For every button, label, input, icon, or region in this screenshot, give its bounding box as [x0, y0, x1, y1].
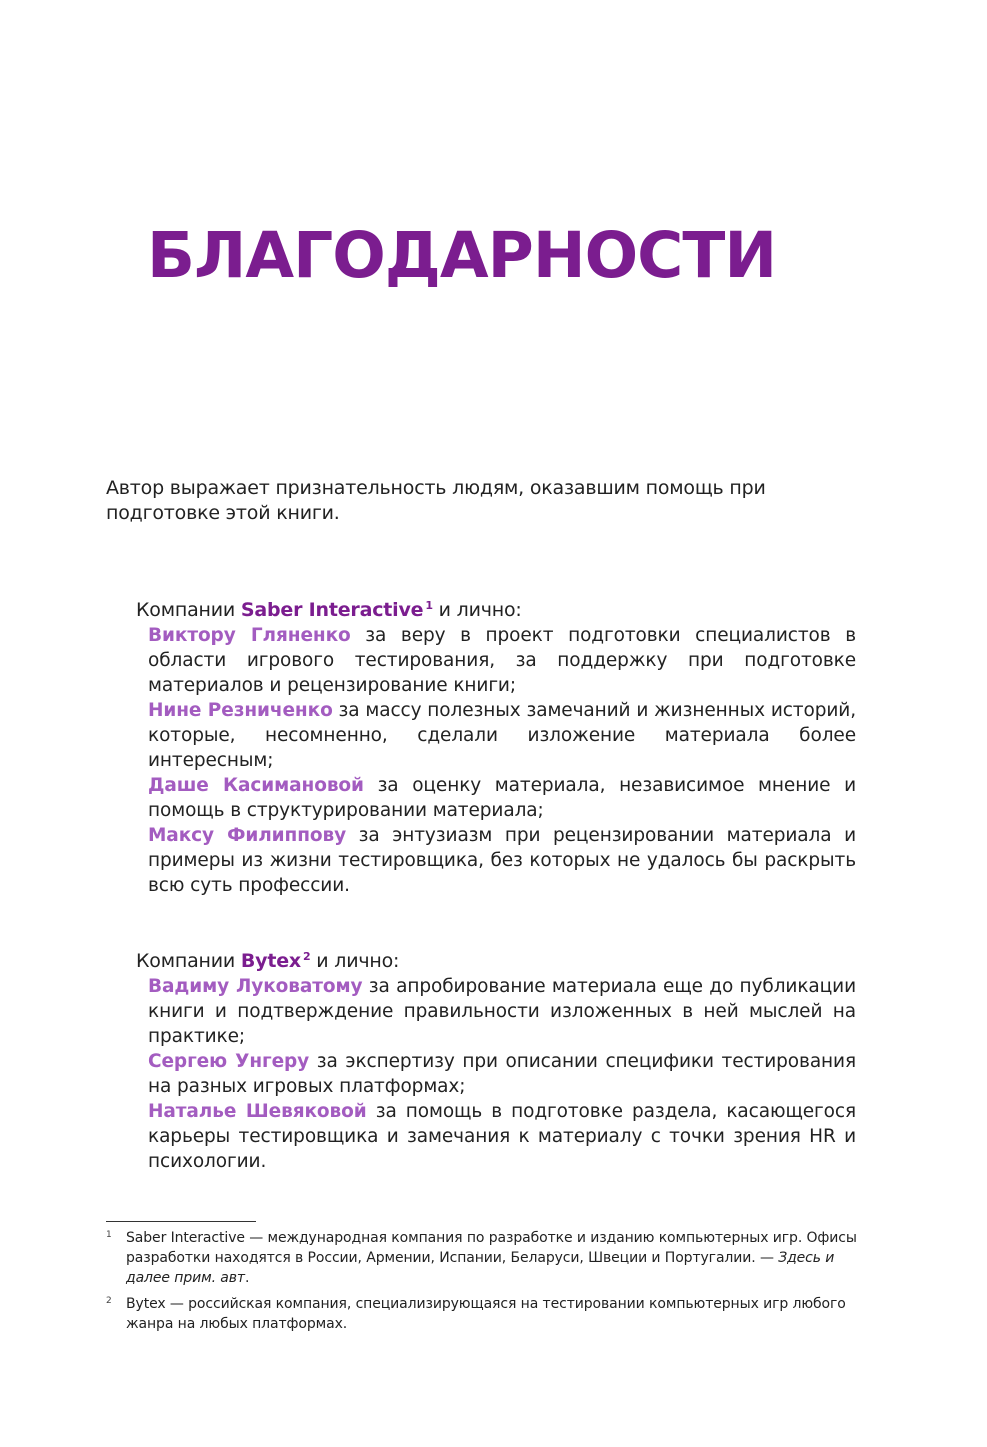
page-title: БЛАГОДАРНОСТИ: [147, 219, 777, 292]
company-name: Saber Interactive $^1$: [240, 599, 433, 621]
footnote-divider: [106, 1221, 256, 1222]
footnote-mark: 2: [106, 1296, 112, 1306]
company-suffix: и лично:: [432, 599, 522, 621]
thanks-text: за веру в проект подготовки специалистов в области игрового тестирования, за поддержку при подготовке материалов и рецензирование книги;: [148, 625, 856, 696]
footnote-1: [106, 1228, 866, 1288]
person-name: Даше Касимановой: [148, 775, 364, 796]
footnote-ref: 2: [302, 950, 311, 963]
thanks-text: за массу полезных замечаний и жизненных историй, которые, несомненно, сделали изложение материала более интересным;: [148, 700, 856, 771]
footnote-italic-note: Здесь и далее прим. авт: [126, 1250, 835, 1286]
company-section-bytex: [136, 949, 856, 1174]
footnote-text: Saber Interactive — международная компания по разработке и изданию компьютерных игр. Офисы разработки находятся в России, Армении, Испании, Беларуси, Швеции и Португалии. — Здесь и далее прим. авт.: [126, 1230, 857, 1286]
intro-paragraph: Автор выражает признательность людям, оказавшим помощь при подготовке этой книги.: [106, 477, 766, 524]
person-name: Вадиму Луковатому: [148, 976, 363, 997]
person-name: Нине Резниченко: [148, 700, 333, 721]
thanks-text: за помощь в подготовке раздела, касающегося карьеры тестировщика и замечания к материалу с точки зрения HR и психологии.: [148, 1101, 856, 1172]
company-section-saber: [136, 598, 856, 898]
thanks-item: [136, 974, 856, 1049]
thanks-item: [136, 1049, 856, 1099]
footnote-mark: 1: [106, 1230, 112, 1240]
company-suffix: и лично:: [310, 950, 400, 972]
thanks-item: [136, 773, 856, 823]
thanks-item: [136, 823, 856, 898]
company-prefix: Компании: [136, 950, 241, 972]
person-name: Сергею Унгеру: [148, 1051, 310, 1072]
thanks-text: за апробирование материала еще до публикации книги и подтверждение правильности изложенных в ней мыслей на практике;: [148, 976, 856, 1047]
footnote-ref: 1: [425, 599, 433, 612]
footnote-2: [106, 1294, 866, 1334]
thanks-item: [136, 623, 856, 698]
thanks-item: [136, 1099, 856, 1174]
company-heading: [136, 949, 856, 974]
footnote-text: Bytex — российская компания, специализирующаяся на тестировании компьютерных игр любого жанра на любых платформах.: [126, 1296, 846, 1332]
person-name: Наталье Шевяковой: [148, 1101, 367, 1122]
company-name: Bytex $^2$: [240, 950, 311, 972]
company-prefix: Компании: [136, 599, 241, 621]
person-name: Максу Филиппову: [148, 825, 347, 846]
thanks-text: за оценку материала, независимое мнение и помощь в структурировании материала;: [148, 775, 856, 821]
thanks-item: [136, 698, 856, 773]
thanks-text: за энтузиазм при рецензировании материала и примеры из жизни тестировщика, без которых не удалось бы раскрыть всю суть профессии.: [148, 825, 856, 896]
company-heading: [136, 598, 856, 623]
person-name: Виктору Гляненко: [148, 625, 351, 646]
thanks-text: за экспертизу при описании специфики тестирования на разных игровых платформах;: [148, 1051, 857, 1097]
